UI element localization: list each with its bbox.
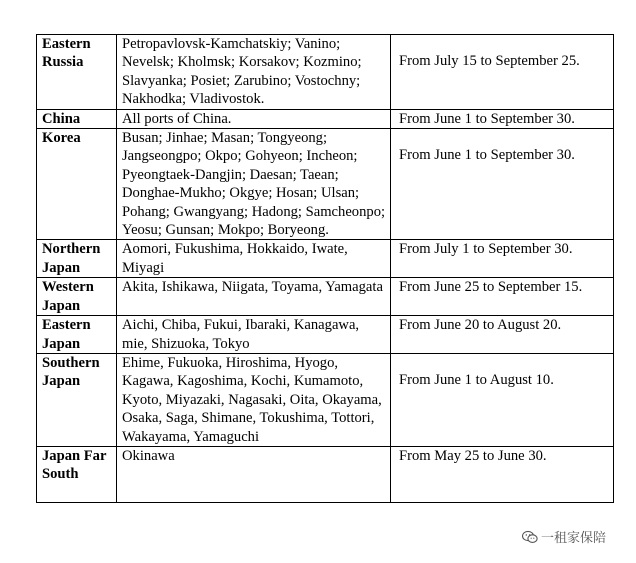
ports-cell: Ehime, Fukuoka, Hiroshima, Hyogo, Kagawa, Kagoshima, Kochi, Kumamoto, Kyoto, Miyazaki, Nagasaki, Oita, Okayama, Osaka, Saga, Shimane, Tokushima, Tottori, Wakayama, Yamaguchi	[117, 353, 391, 446]
period-cell: From July 15 to September 25.	[391, 35, 614, 110]
period-cell: From June 1 to September 30.	[391, 109, 614, 128]
ports-cell: All ports of China.	[117, 109, 391, 128]
ports-cell: Aomori, Fukushima, Hokkaido, Iwate, Miyagi	[117, 240, 391, 278]
ports-cell: Akita, Ishikawa, Niigata, Toyama, Yamagata	[117, 278, 391, 316]
watermark-text: 一租家保陪	[541, 531, 607, 546]
ports-period-table	[36, 34, 614, 503]
region-cell: Eastern Japan	[37, 316, 117, 354]
region-cell: Korea	[37, 129, 117, 240]
watermark	[522, 527, 606, 546]
region-cell: Northern Japan	[37, 240, 117, 278]
period-cell: From May 25 to June 30.	[391, 446, 614, 502]
period-cell: From June 1 to August 10.	[391, 353, 614, 446]
ports-cell: Okinawa	[117, 446, 391, 502]
table-row	[37, 129, 614, 240]
region-cell: Southern Japan	[37, 353, 117, 446]
period-cell: From June 20 to August 20.	[391, 316, 614, 354]
table-row	[37, 278, 614, 316]
region-cell: Western Japan	[37, 278, 117, 316]
table-row	[37, 316, 614, 354]
period-cell: From June 1 to September 30.	[391, 129, 614, 240]
region-cell: China	[37, 109, 117, 128]
ports-cell: Petropavlovsk-Kamchatskiy; Vanino; Nevelsk; Kholmsk; Korsakov; Kozmino; Slavyanka; Posiet; Zarubino; Vostochny; Nakhodka; Vladivostok.	[117, 35, 391, 110]
table-row	[37, 446, 614, 502]
region-cell: Eastern Russia	[37, 35, 117, 110]
ports-cell: Aichi, Chiba, Fukui, Ibaraki, Kanagawa, mie, Shizuoka, Tokyo	[117, 316, 391, 354]
table-row	[37, 35, 614, 110]
period-cell: From July 1 to September 30.	[391, 240, 614, 278]
wechat-icon	[522, 530, 538, 544]
period-cell: From June 25 to September 15.	[391, 278, 614, 316]
table-row	[37, 109, 614, 128]
table-row	[37, 240, 614, 278]
ports-cell: Busan; Jinhae; Masan; Tongyeong; Jangseongpo; Okpo; Gohyeon; Incheon; Pyeongtaek-Dangjin; Daesan; Taean; Donghae-Mukho; Okgye; Hosan; Ulsan; Pohang; Gwangyang; Hadong; Samcheonpo; Yeosu; Gunsan; Mokpo; Boryeong.	[117, 129, 391, 240]
table-row	[37, 353, 614, 446]
region-cell: Japan Far South	[37, 446, 117, 502]
